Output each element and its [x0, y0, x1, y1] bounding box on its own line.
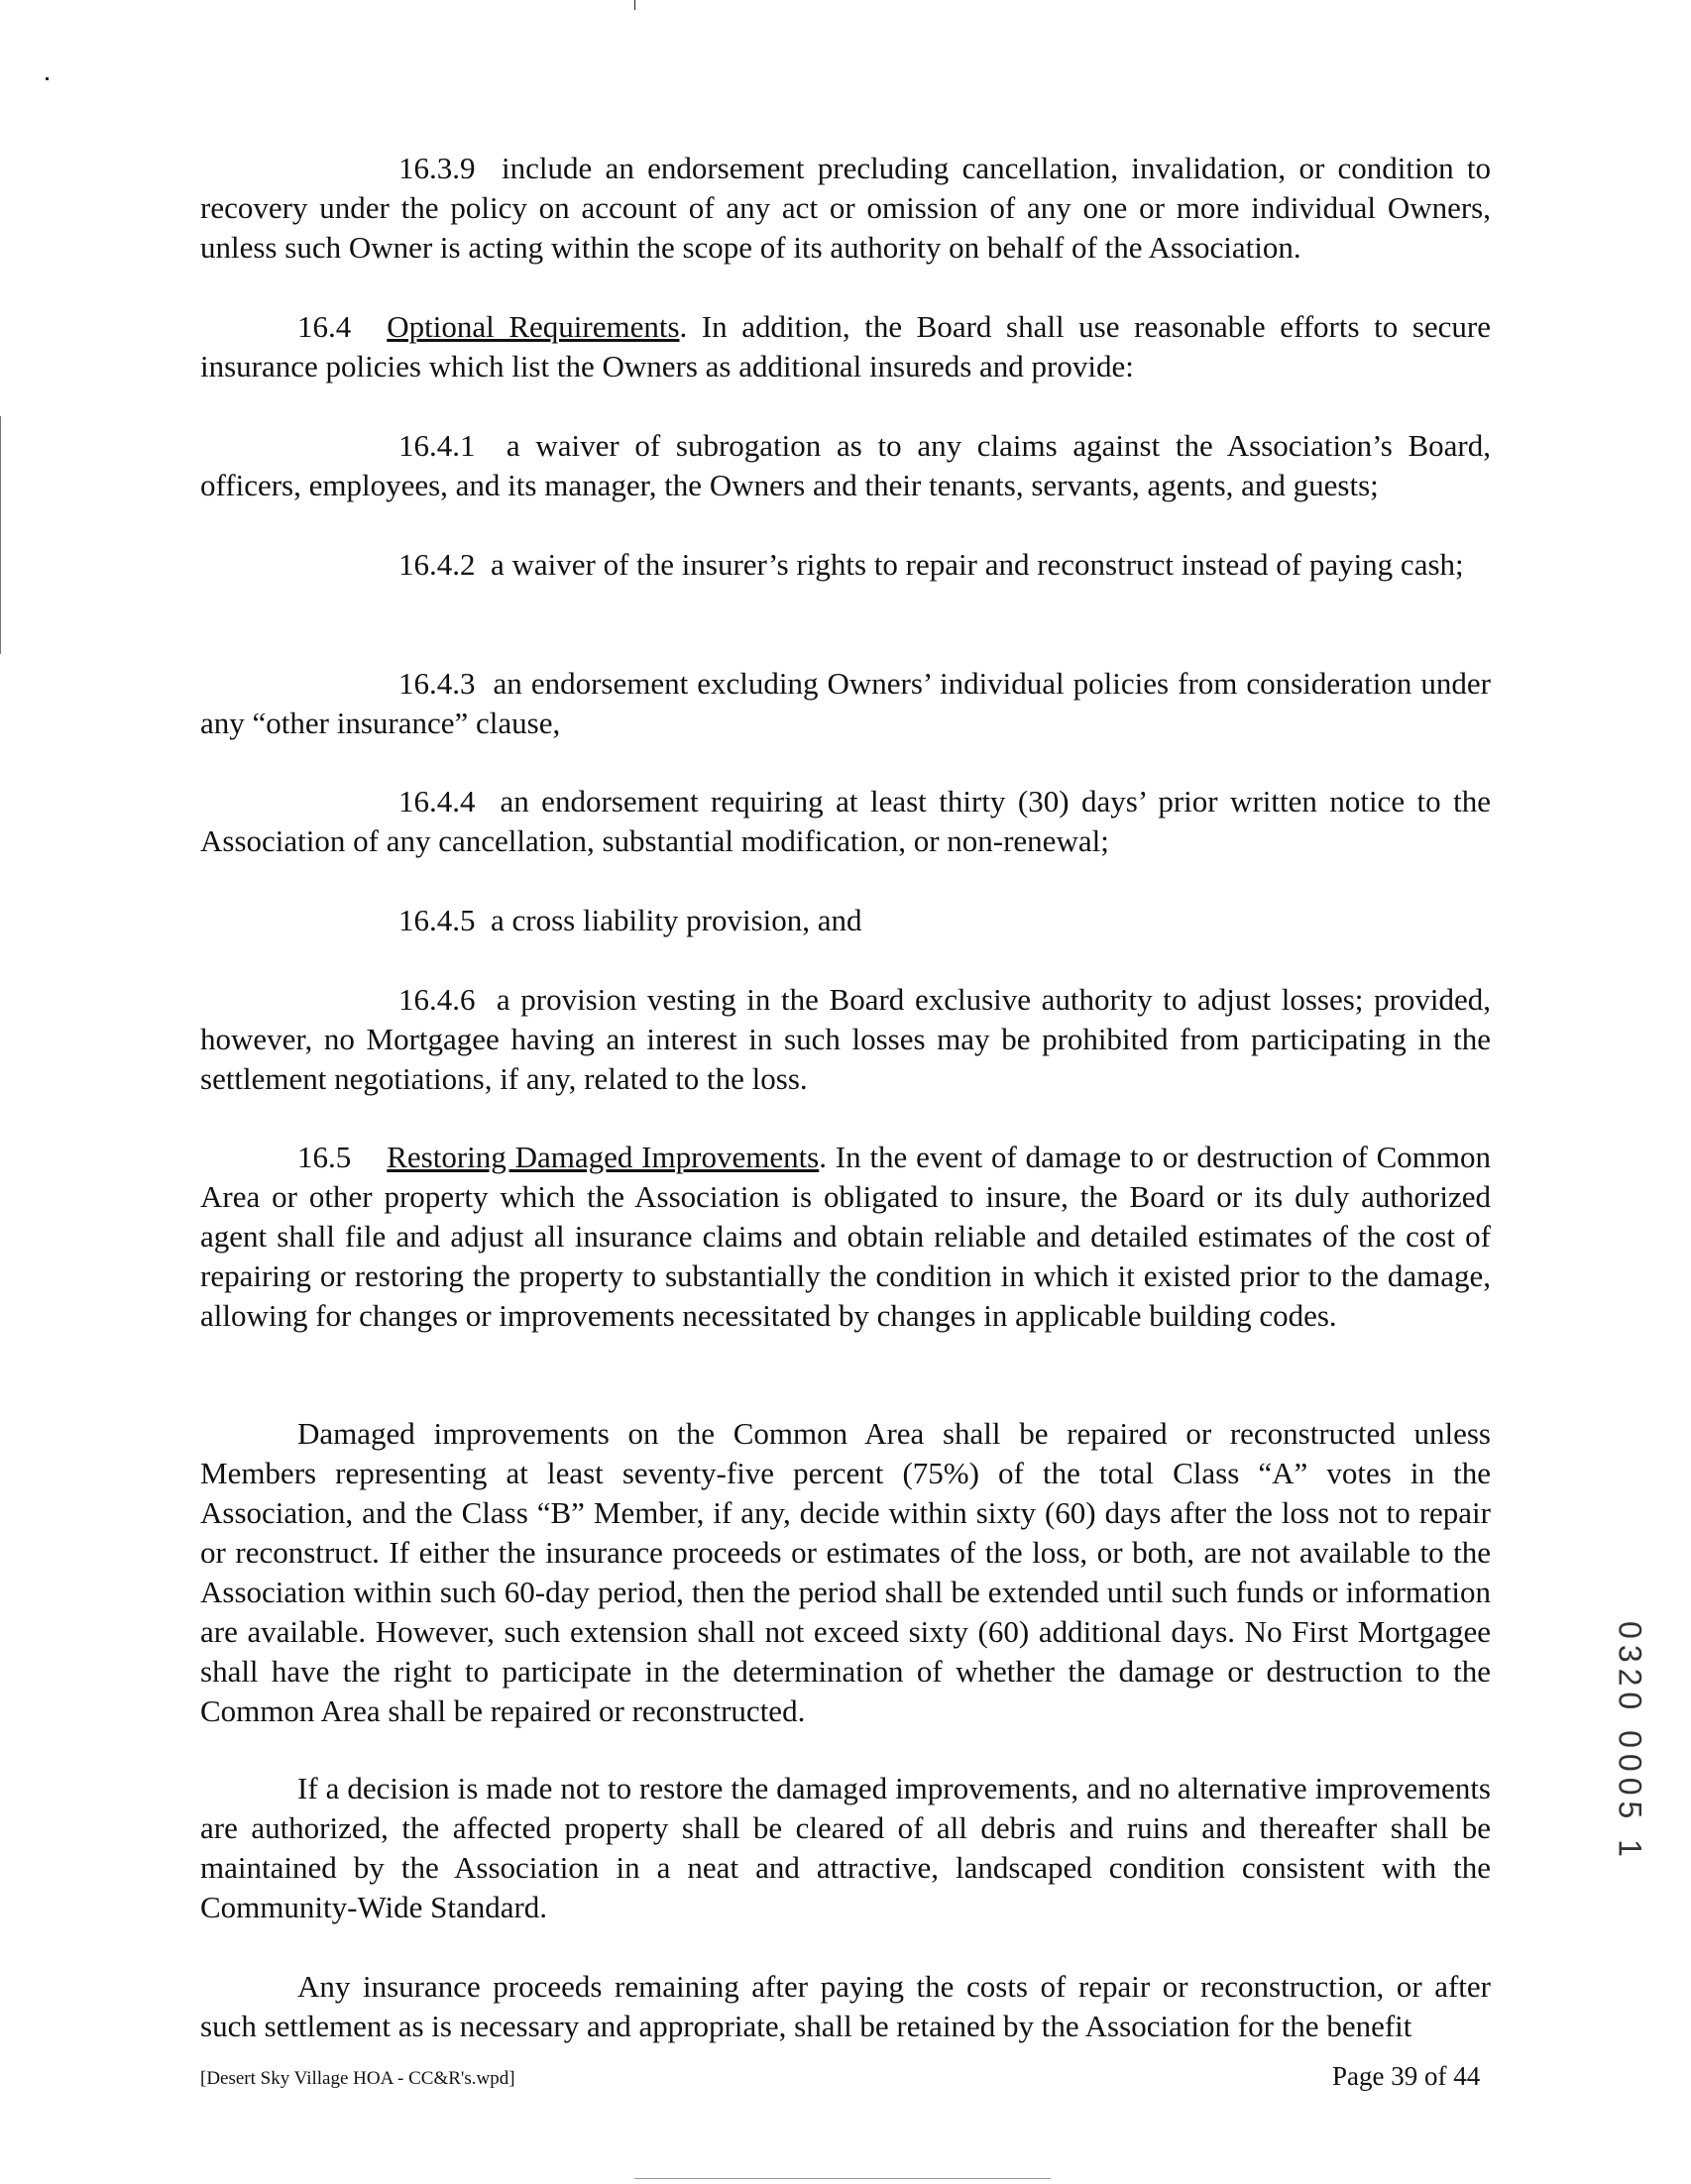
paragraph-remaining-proceeds	[200, 1967, 1491, 2046]
section-text: include an endorsement precluding cancellation, invalidation, or condition to recovery under the policy on account of any act or omission of any one or more individual Owners, unless such Owner is acting within the scope of its authority on behalf of the Association.	[200, 151, 1492, 265]
section-number: 16.4.6	[398, 982, 476, 1017]
paragraph-text: If a decision is made not to restore the damaged improvements, and no alternative improvements are authorized, the affected property shall be cleared of all debris and ruins and thereafter shall be maintained by the Association in a neat and attractive, landscaped condition consistent with the Community-Wide Standard.	[200, 1771, 1491, 1924]
footer-page-number: Page 39 of 44	[1332, 2061, 1481, 2091]
section-text: . In the event of damage to or destruction of Common Area or other property which the Association is obligated to insure, the Board or its duly authorized agent shall file and adjust all insurance claims and obtain reliable and detailed estimates of the cost of repairing or restoring the property to substantially the condition in which it existed prior to the damage, allowing for changes or improvements necessitated by changes in applicable building codes.	[200, 1140, 1491, 1333]
scan-artifact-bottom	[634, 2178, 1051, 2179]
section-number: 16.4.3	[398, 666, 476, 701]
section-number: 16.4.1	[398, 428, 476, 463]
paragraph-16-4-6	[200, 980, 1491, 1099]
section-number: 16.3.9	[398, 151, 476, 185]
section-text: . In addition, the Board shall use reasonable efforts to secure insurance policies which list the Owners as additional insureds and provide:	[200, 309, 1491, 383]
recording-number-text: 0320 0005 1	[1612, 1621, 1648, 1863]
section-number: 16.4.2	[398, 547, 476, 582]
section-number: 16.5	[297, 1140, 352, 1174]
section-number: 16.4	[297, 309, 352, 344]
paragraph-text: Damaged improvements on the Common Area shall be repaired or reconstructed unless Members representing at least seventy-five percent (75%) of the total Class “A” votes in the Association, and the Class “B” Member, if any, decide within sixty (60) days after the loss not to repair or reconstruct. If either the insurance proceeds or estimates of the loss, or both, are not available to the Association within such 60-day period, then the period shall be extended until such funds or information are available. However, such extension shall not exceed sixty (60) additional days. No First Mortgagee shall have the right to participate in the determination of whether the damage or destruction to the Common Area shall be repaired or reconstructed.	[200, 1416, 1491, 1728]
paragraph-decision-not-to-restore	[200, 1769, 1491, 1927]
paragraph-16-4-1	[200, 426, 1491, 505]
section-text: a cross liability provision, and	[491, 903, 862, 937]
paragraph-16-4-5	[200, 901, 1491, 940]
paragraph-16-4-4	[200, 782, 1491, 861]
section-heading: Optional Requirements	[387, 309, 680, 344]
paragraph-damaged-improvements	[200, 1414, 1491, 1731]
section-text: a waiver of the insurer’s rights to repair and reconstruct instead of paying cash;	[491, 547, 1464, 582]
paragraph-text: Any insurance proceeds remaining after paying the costs of repair or reconstruction, or after such settlement as is necessary and appropriate, shall be retained by the Association for the benefit	[200, 1969, 1491, 2043]
paragraph-16-5	[200, 1138, 1491, 1336]
section-text: an endorsement excluding Owners’ individual policies from consideration under any “other insurance” clause,	[200, 666, 1491, 740]
section-text: a waiver of subrogation as to any claims against the Association’s Board, officers, employees, and its manager, the Owners and their tenants, servants, agents, and guests;	[200, 428, 1492, 502]
scan-artifact-left-edge	[0, 416, 1, 654]
paragraph-16-3-9	[200, 149, 1491, 268]
section-text: an endorsement requiring at least thirty (30) days’ prior written notice to the Association of any cancellation, substantial modification, or non-renewal;	[200, 784, 1492, 858]
section-number: 16.4.5	[398, 903, 476, 937]
scan-artifact-dot	[46, 77, 49, 80]
paragraph-16-4-2	[200, 545, 1491, 603]
footer-file-label: [Desert Sky Village HOA - CC&R's.wpd]	[200, 2068, 515, 2089]
recording-number-stamp	[1610, 1593, 1649, 1891]
section-heading: Restoring Damaged Improvements	[387, 1140, 820, 1174]
section-text: a provision vesting in the Board exclusive authority to adjust losses; provided, however, no Mortgagee having an interest in such losses may be prohibited from participating in the settlement negotiations, if any, related to the loss.	[200, 982, 1492, 1096]
scan-artifact-top	[634, 0, 635, 10]
paragraph-16-4-3	[200, 664, 1491, 743]
paragraph-16-4	[200, 307, 1491, 386]
section-number: 16.4.4	[398, 784, 476, 819]
